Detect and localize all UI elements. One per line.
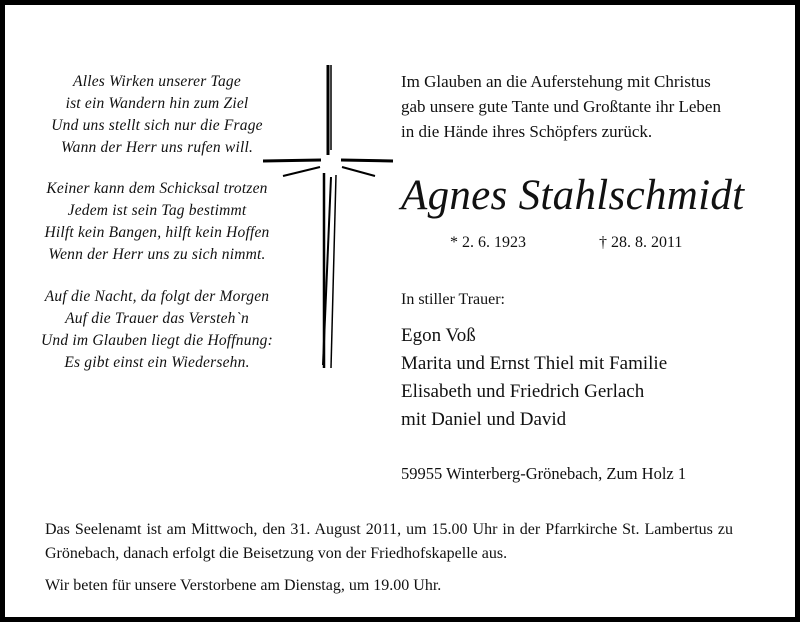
mourning-label: In stiller Trauer: xyxy=(401,291,505,308)
poem-stanza-1 xyxy=(11,71,303,159)
prayer-announcement: Wir beten für unsere Verstorbene am Dienstag, um 19.00 Uhr. xyxy=(45,577,442,594)
poem-line: Auf die Nacht, da folgt der Morgen xyxy=(44,288,270,305)
poem-line: Wann der Herr uns rufen will. xyxy=(60,139,254,156)
intro-line: gab unsere gute Tante und Großtante ihr Leben xyxy=(401,97,721,116)
intro-text xyxy=(401,69,721,144)
deceased-name: Agnes Stahlschmidt xyxy=(401,172,745,219)
death-date: † 28. 8. 2011 xyxy=(599,234,683,251)
mourner-line: mit Daniel und David xyxy=(401,409,567,430)
service-announcement: Das Seelenamt ist am Mittwoch, den 31. August 2011, um 15.00 Uhr in der Pfarrkirche St. Lambertus zu Grönebach, danach erfolgt die Beisetzung von der Friedhofskapelle aus. xyxy=(45,521,733,562)
poem-line: Jedem ist sein Tag bestimmt xyxy=(67,202,247,219)
poem-line: Es gibt einst ein Wiedersehn. xyxy=(64,354,250,371)
poem-line: Auf die Trauer das Versteh`n xyxy=(65,310,249,327)
poem-line: Alles Wirken unserer Tage xyxy=(73,73,241,90)
poem-line: Und uns stellt sich nur die Frage xyxy=(51,117,263,134)
poem-line: Wenn der Herr uns zu sich nimmt. xyxy=(48,246,266,263)
poem-line: Und im Glauben liegt die Hoffnung: xyxy=(41,332,273,349)
poem-stanza-2 xyxy=(11,178,303,266)
mourner-line: Marita und Ernst Thiel mit Familie xyxy=(401,353,668,374)
mourner-line: Egon Voß xyxy=(401,325,476,346)
poem-line: ist ein Wandern hin zum Ziel xyxy=(65,95,249,112)
poem-line: Keiner kann dem Schicksal trotzen xyxy=(46,180,268,197)
mourners-list xyxy=(401,322,667,434)
address: 59955 Winterberg-Grönebach, Zum Holz 1 xyxy=(401,464,687,483)
poem-stanza-3 xyxy=(11,286,303,374)
birth-date: * 2. 6. 1923 xyxy=(450,234,526,251)
cross-icon xyxy=(263,65,403,380)
poem-line: Hilft kein Bangen, hilft kein Hoffen xyxy=(44,224,270,241)
intro-line: in die Hände ihres Schöpfers zurück. xyxy=(401,122,653,141)
mourner-line: Elisabeth und Friedrich Gerlach xyxy=(401,381,645,402)
intro-line: Im Glauben an die Auferstehung mit Christus xyxy=(401,72,711,91)
